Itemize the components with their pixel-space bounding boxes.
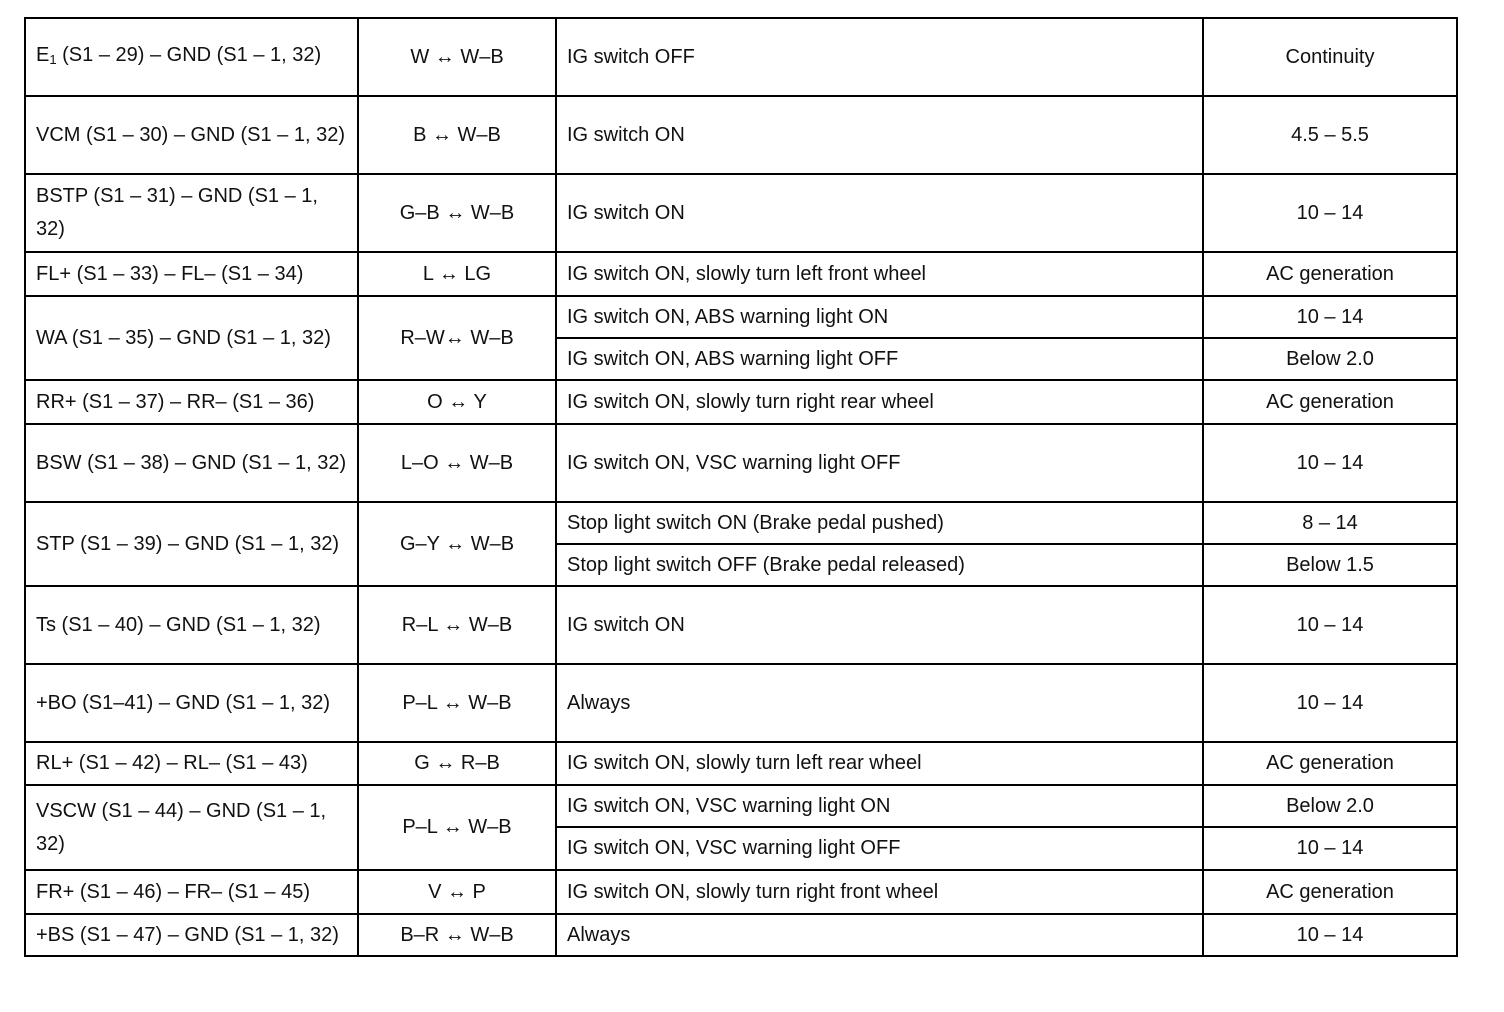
condition-cell: Always <box>556 664 1203 742</box>
wiring-color-cell: B ↔ W–B <box>358 96 556 174</box>
condition-cell: Stop light switch ON (Brake pedal pushed) <box>556 502 1203 544</box>
specified-condition-cell: AC generation <box>1203 870 1457 914</box>
terminal-label: BSW (S1 – 38) – GND (S1 – 1, 32) <box>36 451 347 474</box>
condition-cell: Always <box>556 914 1203 956</box>
specified-condition-cell: Below 1.5 <box>1203 544 1457 586</box>
table-row <box>25 252 1457 296</box>
terminal-label: +BO (S1–41) – GND (S1 – 1, 32) <box>36 691 331 714</box>
terminal-label: BSTP (S1 – 31) – GND (S1 – 1, 32) <box>36 185 318 240</box>
condition-cell: IG switch ON, slowly turn right rear wheel <box>556 380 1203 424</box>
terminal-label: FR+ (S1 – 46) – FR– (S1 – 45) <box>36 880 311 903</box>
table-row <box>25 664 1457 742</box>
wiring-color-cell: P–L ↔ W–B <box>358 785 556 870</box>
table-row <box>25 870 1457 914</box>
terminal-label: FL+ (S1 – 33) – FL– (S1 – 34) <box>36 262 304 285</box>
specified-condition-cell: AC generation <box>1203 380 1457 424</box>
wiring-color-cell: V ↔ P <box>358 870 556 914</box>
condition-cell: IG switch ON, VSC warning light ON <box>556 785 1203 827</box>
terminal-cell <box>25 18 358 96</box>
terminal-label: +BS (S1 – 47) – GND (S1 – 1, 32) <box>36 923 339 946</box>
condition-cell: IG switch ON, slowly turn right front wheel <box>556 870 1203 914</box>
wiring-color-cell: R–L ↔ W–B <box>358 586 556 664</box>
table-row <box>25 586 1457 664</box>
terminal-cell <box>25 914 358 956</box>
condition-cell: IG switch OFF <box>556 18 1203 96</box>
terminal-cell <box>25 174 358 252</box>
table-row <box>25 785 1457 827</box>
terminal-cell <box>25 380 358 424</box>
terminal-cell <box>25 424 358 502</box>
table-row <box>25 742 1457 785</box>
condition-cell: IG switch ON <box>556 96 1203 174</box>
table-row <box>25 96 1457 174</box>
wiring-color-cell: G ↔ R–B <box>358 742 556 785</box>
specified-condition-cell: 10 – 14 <box>1203 914 1457 956</box>
terminal-label: WA (S1 – 35) – GND (S1 – 1, 32) <box>36 326 331 349</box>
condition-cell: IG switch ON, ABS warning light OFF <box>556 338 1203 380</box>
terminal-cell <box>25 252 358 296</box>
wiring-color-cell: P–L ↔ W–B <box>358 664 556 742</box>
wiring-color-cell: G–B ↔ W–B <box>358 174 556 252</box>
terminal-cell <box>25 296 358 380</box>
table-body <box>25 18 1457 956</box>
condition-cell: Stop light switch OFF (Brake pedal released) <box>556 544 1203 586</box>
specified-condition-cell: Continuity <box>1203 18 1457 96</box>
table-row <box>25 18 1457 96</box>
table-row <box>25 502 1457 544</box>
specified-condition-cell: Below 2.0 <box>1203 338 1457 380</box>
condition-cell: IG switch ON, slowly turn left front wheel <box>556 252 1203 296</box>
wiring-color-cell: B–R ↔ W–B <box>358 914 556 956</box>
condition-cell: IG switch ON, slowly turn left rear wheel <box>556 742 1203 785</box>
wiring-color-cell: R–W↔ W–B <box>358 296 556 380</box>
terminal-label: RR+ (S1 – 37) – RR– (S1 – 36) <box>36 390 315 413</box>
table-row <box>25 424 1457 502</box>
terminal-inspection-table <box>24 17 1458 957</box>
wiring-color-cell: L–O ↔ W–B <box>358 424 556 502</box>
specified-condition-cell: 10 – 14 <box>1203 827 1457 870</box>
terminal-label: RL+ (S1 – 42) – RL– (S1 – 43) <box>36 752 308 774</box>
specified-condition-cell: 8 – 14 <box>1203 502 1457 544</box>
terminal-prefix: E <box>36 43 50 66</box>
terminal-label: STP (S1 – 39) – GND (S1 – 1, 32) <box>36 532 340 555</box>
wiring-color-cell: W ↔ W–B <box>358 18 556 96</box>
terminal-cell <box>25 502 358 586</box>
specified-condition-cell: AC generation <box>1203 742 1457 785</box>
specified-condition-cell: Below 2.0 <box>1203 785 1457 827</box>
condition-cell: IG switch ON <box>556 174 1203 252</box>
table-row <box>25 296 1457 338</box>
terminal-label: VSCW (S1 – 44) – GND (S1 – 1, 32) <box>36 799 327 855</box>
terminal-cell <box>25 870 358 914</box>
terminal-cell <box>25 785 358 870</box>
condition-cell: IG switch ON, VSC warning light OFF <box>556 424 1203 502</box>
terminal-cell <box>25 586 358 664</box>
specified-condition-cell: 10 – 14 <box>1203 174 1457 252</box>
terminal-cell <box>25 96 358 174</box>
table-row <box>25 380 1457 424</box>
specified-condition-cell: 10 – 14 <box>1203 424 1457 502</box>
table-row <box>25 174 1457 252</box>
condition-cell: IG switch ON, VSC warning light OFF <box>556 827 1203 870</box>
wiring-color-cell: G–Y ↔ W–B <box>358 502 556 586</box>
terminal-label: Ts (S1 – 40) – GND (S1 – 1, 32) <box>36 613 321 636</box>
terminal-subscript: 1 <box>49 51 57 67</box>
terminal-cell <box>25 742 358 785</box>
wiring-color-cell: O ↔ Y <box>358 380 556 424</box>
specified-condition-cell: 4.5 – 5.5 <box>1203 96 1457 174</box>
table-row <box>25 914 1457 956</box>
specified-condition-cell: 10 – 14 <box>1203 586 1457 664</box>
wiring-color-cell: L ↔ LG <box>358 252 556 296</box>
specified-condition-cell: 10 – 14 <box>1203 296 1457 338</box>
condition-cell: IG switch ON, ABS warning light ON <box>556 296 1203 338</box>
terminal-label: (S1 – 29) – GND (S1 – 1, 32) <box>56 43 322 66</box>
terminal-cell <box>25 664 358 742</box>
specified-condition-cell: AC generation <box>1203 252 1457 296</box>
specified-condition-cell: 10 – 14 <box>1203 664 1457 742</box>
condition-cell: IG switch ON <box>556 586 1203 664</box>
terminal-label: VCM (S1 – 30) – GND (S1 – 1, 32) <box>36 123 346 146</box>
